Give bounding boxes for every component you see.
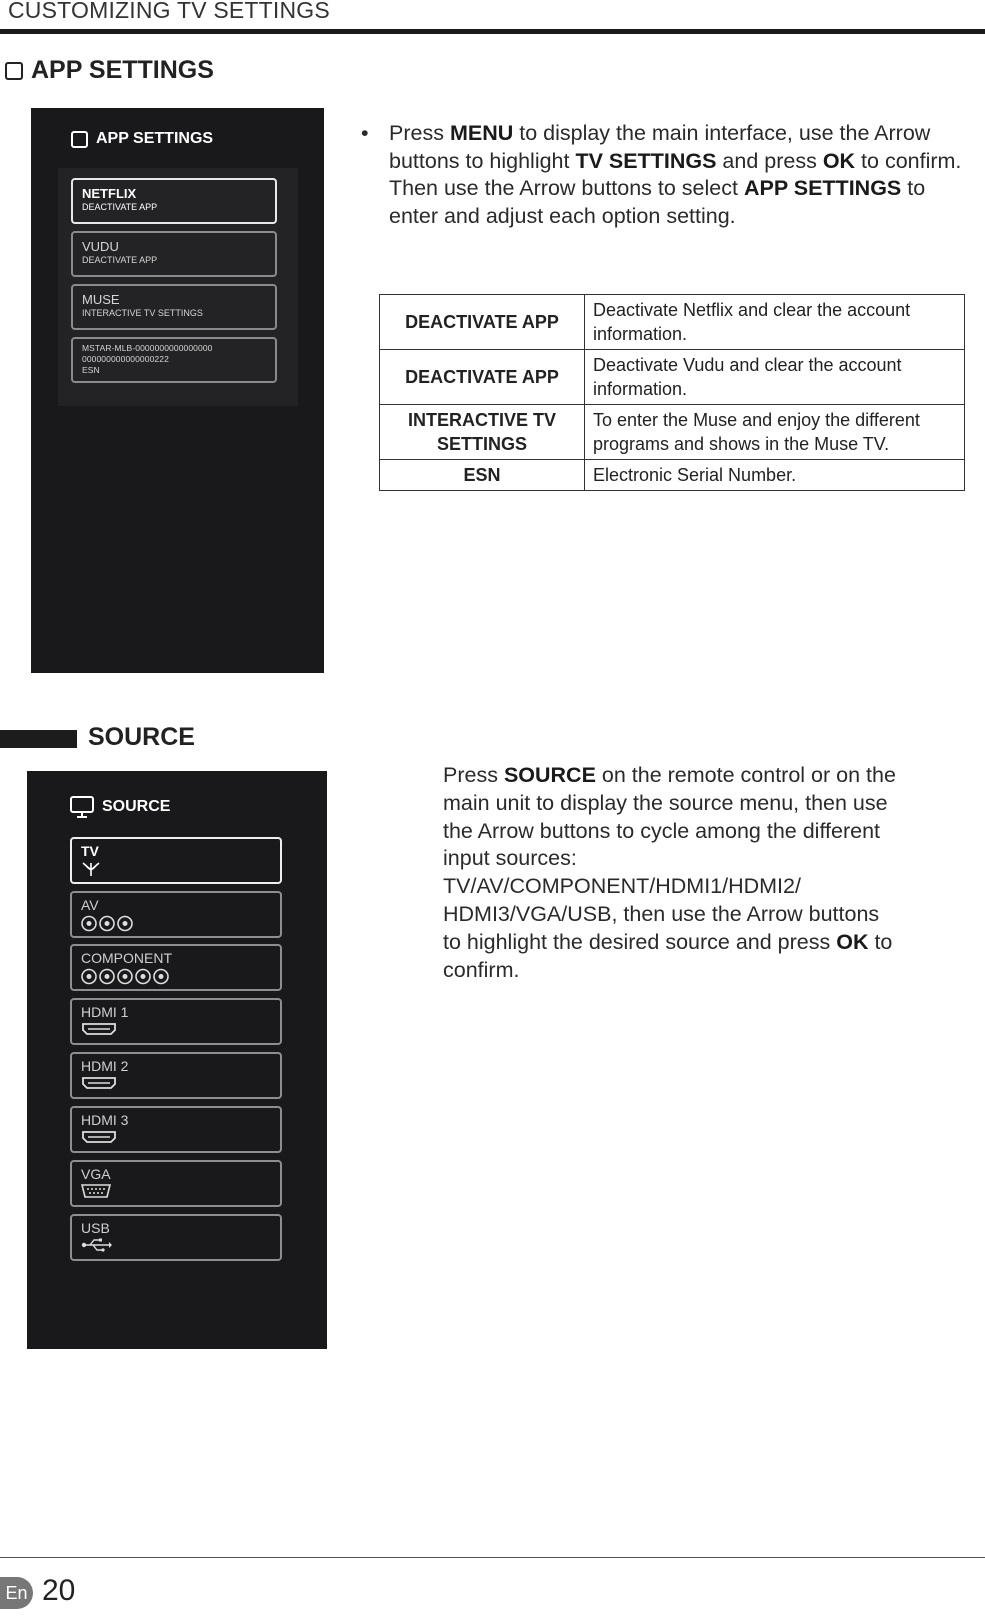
- source-screen-title: SOURCE: [102, 798, 171, 815]
- app-settings-table: [379, 294, 965, 491]
- table-row: [380, 350, 965, 405]
- source-item-hdmi3[interactable]: [70, 1106, 282, 1153]
- bullet-mark: •: [361, 121, 369, 145]
- bold-run: OK: [836, 929, 869, 954]
- section-square-icon: [5, 62, 23, 80]
- table-value: To enter the Muse and enjoy the different programs and shows in the Muse TV.: [585, 405, 965, 460]
- table-value: Deactivate Vudu and clear the account information.: [585, 350, 965, 405]
- bold-run: OK: [822, 148, 856, 173]
- app-settings-instruction: [361, 120, 971, 230]
- text-run: to confirm.: [443, 929, 893, 982]
- component-jacks-icon: [81, 968, 173, 985]
- esn-line: 000000000000000222: [82, 354, 169, 364]
- source-label: HDMI 2: [81, 1058, 129, 1074]
- page-number: 20: [42, 1574, 76, 1607]
- section-bar: [0, 730, 77, 748]
- vga-icon: [81, 1184, 111, 1198]
- text-run: to display the main interface, use the Arrow buttons to highlight: [389, 121, 931, 173]
- source-item-tv[interactable]: [70, 837, 282, 884]
- source-item-av[interactable]: [70, 891, 282, 938]
- source-label: COMPONENT: [81, 950, 172, 966]
- menu-item-label: MUSE: [82, 292, 120, 307]
- source-label: AV: [81, 897, 99, 913]
- source-screen: [27, 771, 327, 1349]
- page-header-title: CUSTOMIZING TV SETTINGS: [8, 0, 330, 23]
- language-badge: En: [0, 1577, 33, 1609]
- esn-line: MSTAR-MLB-0000000000000000: [82, 343, 213, 353]
- app-settings-heading: APP SETTINGS: [31, 56, 214, 84]
- menu-item-sublabel: DEACTIVATE APP: [82, 202, 158, 212]
- text-run: to enter and adjust each option setting.: [389, 176, 926, 228]
- monitor-icon: [70, 796, 94, 818]
- app-settings-screen-header: [71, 130, 213, 148]
- table-key: INTERACTIVE TV SETTINGS: [380, 405, 585, 460]
- menu-item-sublabel: INTERACTIVE TV SETTINGS: [82, 308, 203, 318]
- table-value: Electronic Serial Number.: [585, 460, 965, 491]
- app-settings-screen: [31, 108, 324, 673]
- menu-item-netflix[interactable]: [71, 178, 277, 224]
- table-key: DEACTIVATE APP: [380, 295, 585, 350]
- bold-run: APP SETTINGS: [743, 176, 902, 201]
- source-label: HDMI 1: [81, 1004, 129, 1020]
- text-run: and press: [716, 148, 823, 173]
- menu-item-esn[interactable]: [71, 337, 277, 383]
- esn-label: ESN: [82, 365, 100, 375]
- source-heading: SOURCE: [88, 723, 195, 751]
- bold-run: MENU: [449, 121, 514, 145]
- bold-run: SOURCE: [503, 763, 596, 787]
- usb-icon: [81, 1238, 113, 1252]
- source-item-hdmi1[interactable]: [70, 998, 282, 1045]
- source-item-component[interactable]: [70, 944, 282, 991]
- menu-item-muse[interactable]: [71, 284, 277, 330]
- hdmi-icon: [81, 1022, 117, 1036]
- source-label: TV: [81, 843, 99, 859]
- table-row: [380, 405, 965, 460]
- bold-run: TV SETTINGS: [575, 148, 717, 173]
- hdmi-icon: [81, 1130, 117, 1144]
- source-item-usb[interactable]: [70, 1214, 282, 1261]
- antenna-icon: [81, 861, 101, 877]
- table-key: DEACTIVATE APP: [380, 350, 585, 405]
- text-run: Press: [389, 121, 450, 145]
- rca-jacks-icon: [81, 915, 137, 932]
- source-label: VGA: [81, 1166, 111, 1182]
- text-run: on the remote control or on the main unit to display the source menu, then use the Arrow buttons to cycle among the different input sources: TV/AV/COMPONENT/HDMI1/HDMI2/ HDMI3/VGA/USB, then use the Arrow buttons to highlight the desired source and press: [443, 763, 896, 954]
- source-item-hdmi2[interactable]: [70, 1052, 282, 1099]
- text-run: to confirm. Then use the Arrow buttons to select: [389, 148, 962, 201]
- source-screen-header: [70, 796, 170, 818]
- table-row: [380, 295, 965, 350]
- source-label: USB: [81, 1220, 110, 1236]
- table-key: ESN: [380, 460, 585, 491]
- app-settings-list: [58, 168, 298, 406]
- table-value: Deactivate Netflix and clear the account information.: [585, 295, 965, 350]
- app-settings-screen-title: APP SETTINGS: [96, 130, 214, 147]
- source-instruction: [443, 762, 903, 984]
- menu-item-label: NETFLIX: [82, 186, 137, 201]
- footer-rule: [0, 1557, 985, 1558]
- source-label: HDMI 3: [81, 1112, 129, 1128]
- text-run: Press: [443, 763, 504, 787]
- header-rule: [0, 29, 985, 34]
- source-item-vga[interactable]: [70, 1160, 282, 1207]
- app-settings-icon: [71, 131, 88, 148]
- hdmi-icon: [81, 1076, 117, 1090]
- menu-item-label: VUDU: [82, 239, 119, 254]
- menu-item-vudu[interactable]: [71, 231, 277, 277]
- menu-item-sublabel: DEACTIVATE APP: [82, 255, 158, 265]
- table-row: [380, 460, 965, 491]
